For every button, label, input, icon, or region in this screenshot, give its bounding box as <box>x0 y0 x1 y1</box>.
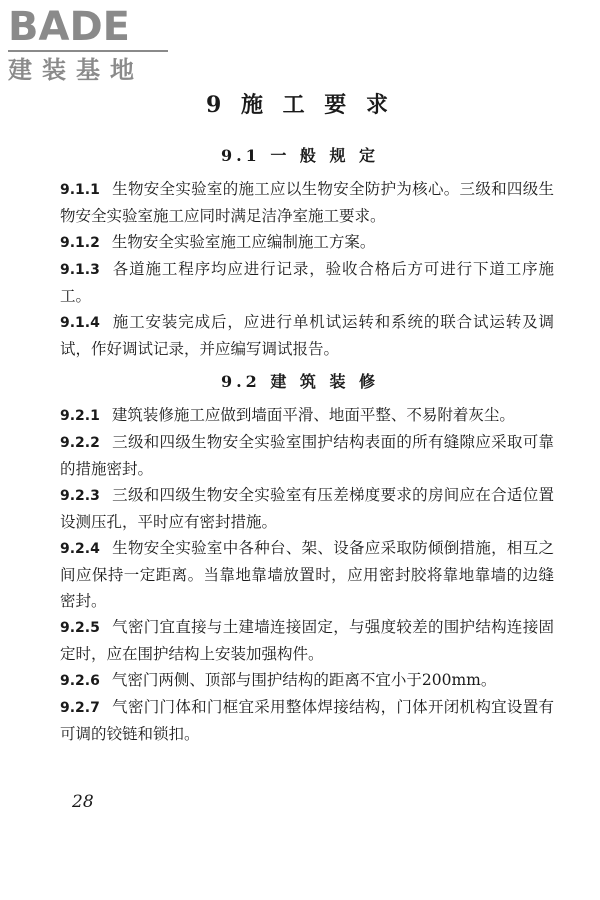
section-title-9-2: 9.2 建 筑 装 修 <box>220 372 380 391</box>
clause-text: 施工安装完成后，应进行单机试运转和系统的联合试运转及调试，作好调试记录，并应编写调试报告。 <box>60 313 554 358</box>
clause <box>60 402 554 429</box>
logo-chinese-text: 建装基地 <box>8 56 144 84</box>
clause-text: 建筑装修施工应做到墙面平滑、地面平整、不易附着灰尘。 <box>111 406 515 424</box>
clause-text: 三级和四级生物安全实验室有压差梯度要求的房间应在合适位置设测压孔，平时应有密封措施。 <box>60 486 554 531</box>
clause <box>60 429 554 482</box>
clause-text: 各道施工程序均应进行记录，验收合格后方可进行下道工序施工。 <box>60 260 554 305</box>
clause-number: 9.2.3 <box>60 488 100 504</box>
clause-number: 9.1.1 <box>60 182 100 198</box>
clause-text: 生物安全实验室中各种台、架、设备应采取防倾倒措施，相互之间应保持一定距离。当靠地靠墙放置时，应用密封胶将靠地靠墙的边缝密封。 <box>60 539 554 610</box>
clause <box>60 482 554 535</box>
logo-mark: BADE <box>8 4 130 50</box>
clause-text: 生物安全实验室施工应编制施工方案。 <box>111 233 376 251</box>
clause-text: 气密门宜直接与土建墙连接固定，与强度较差的围护结构连接固定时，应在围护结构上安装加强构件。 <box>60 618 554 663</box>
clause-number: 9.2.6 <box>60 673 100 689</box>
clause <box>60 309 554 362</box>
clause-text: 气密门两侧、顶部与围护结构的距离不宜小于200mm。 <box>111 671 497 689</box>
watermark-logo <box>8 6 176 84</box>
clause-number: 9.2.5 <box>60 620 100 636</box>
clause <box>60 694 554 747</box>
chapter-title: 9 施 工 要 求 <box>206 92 394 118</box>
clause-number: 9.1.2 <box>60 235 100 251</box>
clause <box>60 176 554 229</box>
section-title-9-1: 9.1 一 般 规 定 <box>220 146 380 165</box>
clause-text: 生物安全实验室的施工应以生物安全防护为核心。三级和四级生物安全实验室施工应同时满足洁净室施工要求。 <box>60 180 554 225</box>
clause-number: 9.2.1 <box>60 408 100 424</box>
clause <box>60 614 554 667</box>
clause <box>60 229 554 256</box>
clause-text: 三级和四级生物安全实验室围护结构表面的所有缝隙应采取可靠的措施密封。 <box>60 433 554 478</box>
section-9-2-clauses <box>60 402 554 747</box>
clause <box>60 667 554 694</box>
clause-number: 9.2.2 <box>60 435 100 451</box>
logo-divider <box>8 50 168 52</box>
clause-number: 9.1.4 <box>60 315 100 331</box>
clause-number: 9.2.7 <box>60 700 100 716</box>
clause <box>60 256 554 309</box>
section-9-1-clauses <box>60 176 554 362</box>
page-number: 28 <box>72 792 94 812</box>
clause <box>60 535 554 614</box>
clause-text: 气密门门体和门框宜采用整体焊接结构，门体开闭机构宜设置有可调的铰链和锁扣。 <box>60 698 554 743</box>
clause-number: 9.1.3 <box>60 262 100 278</box>
clause-number: 9.2.4 <box>60 541 100 557</box>
